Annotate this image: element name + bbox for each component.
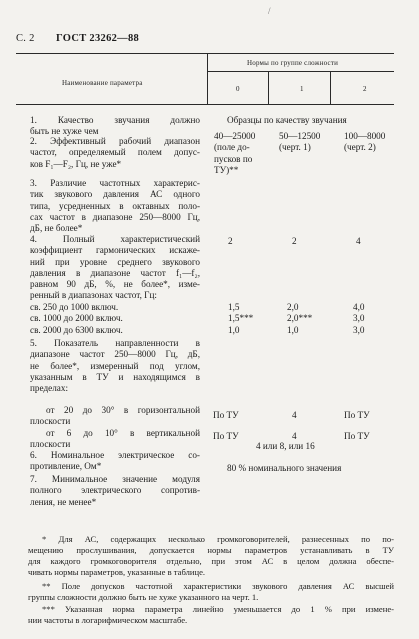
value-line: 1,0 (228, 324, 240, 335)
param-line: 6. Номинальное электрическое со- (30, 450, 200, 460)
value-difference-2: 4 (356, 236, 361, 246)
value-line: 2,0*** (287, 313, 313, 324)
value-line: (черт. 2) (344, 142, 376, 153)
norms-column-header: Нормы по группе сложности (247, 59, 339, 67)
param-line: ков F₁—F₂, Гц, не уже* (30, 158, 122, 169)
value-dir-horizontal-0: По ТУ (213, 410, 239, 420)
param-3 (30, 178, 200, 234)
value-range-2 (344, 131, 385, 154)
value-quality: Образцы по качеству звучания (227, 115, 347, 125)
param-1 (30, 115, 200, 138)
value-line: 1,5*** (228, 313, 254, 324)
column-divider-main (207, 53, 208, 104)
param-line: плоскости (30, 439, 71, 450)
value-line: 1,5 (228, 302, 240, 312)
param-line: от 6 до 10° в вертикальной (46, 428, 200, 438)
norms-subheader-rule (207, 71, 394, 72)
value-line: 1,0 (287, 324, 299, 335)
param-7 (30, 474, 200, 508)
param-2 (30, 136, 200, 170)
param-line: давления в диапазоне частот f₁—f₂, (30, 267, 200, 278)
footnote-3 (28, 604, 394, 626)
param-line: не более*, измеренный под углом, (30, 360, 200, 371)
param-line: диапазоне частот 250—8000 Гц, дБ, (30, 349, 200, 360)
value-line: 3,0 (353, 324, 365, 335)
value-dir-horizontal-2: По ТУ (344, 410, 370, 420)
value-distortion-1 (287, 302, 312, 336)
param-4-subranges (30, 302, 123, 336)
footnote-line: *** Указанная норма параметра линейно уменьшается до 1 % при измене- (42, 604, 394, 614)
value-dir-vertical-2: По ТУ (344, 431, 370, 441)
param-line: 1. Качество звучания должно (30, 115, 200, 125)
param-line: 3. Различие частотных характерис- (30, 178, 200, 188)
param-line: плоскости (30, 416, 71, 427)
footnote-line: мещению прослушивания, допускается нормы параметров устанавливать в ТУ (28, 545, 394, 555)
value-line: (поле до- (214, 142, 250, 153)
footnote-line: ** Поле допусков частотной характеристики звукового давления АС высшей (42, 581, 394, 591)
standard-number: ГОСТ 23262—88 (56, 33, 140, 44)
value-range-1 (279, 131, 320, 154)
param-line: тик звукового давления АС одного (30, 189, 200, 200)
param-line: равном 90 дБ, %, не более*, изме- (30, 279, 200, 290)
value-line: 50—12500 (279, 131, 321, 141)
group-header-0: 0 (236, 85, 240, 93)
value-line: 2,0 (287, 302, 299, 312)
group-header-2: 2 (363, 85, 367, 93)
param-line: противление, Ом* (30, 461, 102, 472)
value-min-modulus: 80 % номинального значения (227, 463, 342, 473)
param-line: сах частот в диапазоне 250—8000 Гц, (30, 211, 200, 222)
param-line: 4. Полный характеристический (30, 234, 200, 244)
param-line: 2. Эффективный рабочий диапазон (30, 136, 200, 146)
param-5-vertical (30, 428, 200, 451)
value-distortion-0 (228, 302, 253, 336)
param-line: ления, не менее* (30, 496, 97, 507)
value-dir-vertical-1: 4 (292, 431, 297, 441)
column-divider-2 (330, 71, 331, 104)
footnote-1 (28, 534, 394, 578)
value-difference-1: 2 (292, 236, 297, 246)
value-line: пусков по (214, 153, 253, 164)
table-top-rule (16, 53, 394, 54)
param-6 (30, 450, 200, 473)
corner-mark: / (268, 6, 271, 16)
value-line: ТУ)** (214, 164, 239, 175)
header-bottom-rule (16, 104, 394, 105)
value-impedance: 4 или 8, или 16 (256, 441, 315, 451)
group-header-1: 1 (300, 85, 304, 93)
param-line: ний при уровне среднего звукового (30, 256, 200, 267)
param-5-horizontal (30, 405, 200, 428)
value-range-0 (214, 131, 255, 176)
param-line: 5. Показатель направленности в (30, 338, 200, 348)
value-difference-0: 2 (228, 236, 233, 246)
value-line: 4,0 (353, 302, 365, 312)
footnote-line: для каждого громкоговорителя отдельно, при этом АС в целом должна обеспе- (28, 556, 394, 566)
footnote-line: чивать нормы параметров, указанные в таблице. (28, 567, 206, 577)
param-column-header: Наименование параметра (62, 79, 143, 87)
value-line: 40—25000 (214, 131, 256, 141)
param-line: св. 1000 до 2000 включ. (30, 313, 123, 324)
page-number: С. 2 (16, 33, 35, 44)
footnote-line: группы сложности должно быть не хуже указанного на черт. 1. (28, 592, 259, 602)
value-distortion-2 (353, 302, 364, 336)
footnote-line: * Для АС, содержащих несколько громкоговорителей, разнесенных по по- (42, 534, 394, 544)
param-line: дБ, не более* (30, 223, 83, 234)
value-line: 3,0 (353, 313, 365, 324)
column-divider-1 (268, 71, 269, 104)
param-line: быть не хуже чем (30, 126, 99, 137)
param-4 (30, 234, 200, 302)
param-line: указанным в ТУ и находящимся в (30, 371, 200, 382)
param-line: 7. Минимальное значение модуля (30, 474, 200, 484)
param-line: ренный в диапазонах частот, Гц: (30, 290, 157, 301)
value-dir-horizontal-1: 4 (292, 410, 297, 420)
param-5 (30, 338, 200, 394)
footnote-line: нии частоты в логарифмическом масштабе. (28, 615, 188, 625)
param-line: коэффициент гармонических искаже- (30, 245, 200, 256)
param-line: пределах: (30, 383, 69, 394)
footnote-2 (28, 581, 394, 603)
param-line: св. 2000 до 6300 включ. (30, 324, 123, 335)
value-dir-vertical-0: По ТУ (213, 431, 239, 441)
param-line: частот, определяемый полем допус- (30, 147, 200, 158)
param-line: св. 250 до 1000 включ. (30, 302, 119, 312)
param-line: полного электрического сопротив- (30, 485, 200, 496)
value-line: 100—8000 (344, 131, 386, 141)
param-line: типа, усредненных в октавных поло- (30, 200, 200, 211)
value-line: (черт. 1) (279, 142, 311, 153)
param-line: от 20 до 30° в горизонтальной (46, 405, 200, 415)
